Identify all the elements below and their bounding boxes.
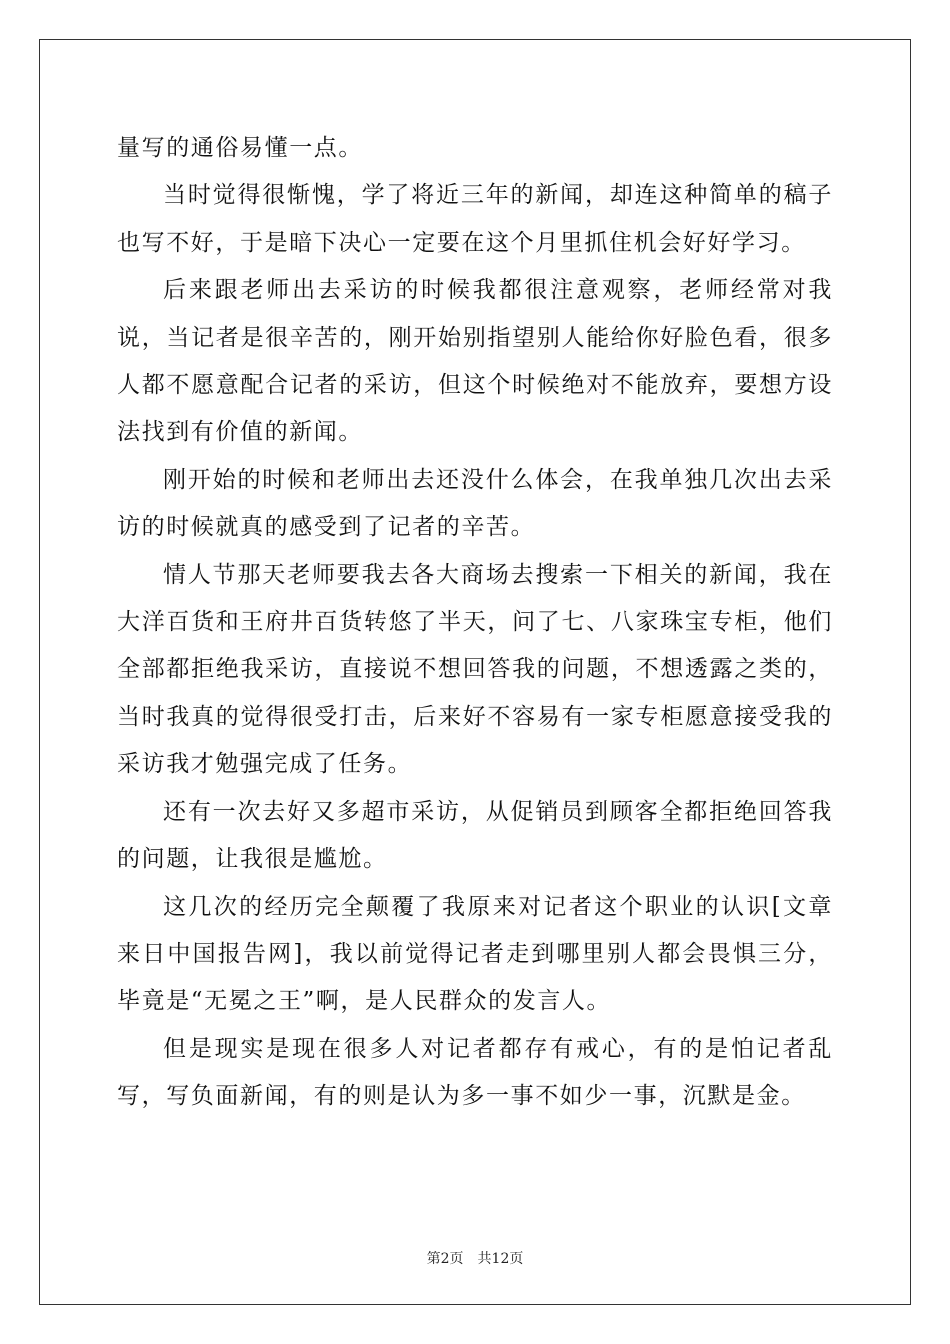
page-number: 第2页 <box>426 1251 464 1267</box>
paragraph: 情人节那天老师要我去各大商场去搜索一下相关的新闻，我在大洋百货和王府井百货转悠了半天，问了七、八家珠宝专柜，他们全部都拒绝我采访，直接说不想回答我的问题，不想透露之类的，当时我真的觉得很受打击，后来好不容易有一家专柜愿意接受我的采访我才勉强完成了任务。 <box>117 561 833 778</box>
page-footer <box>0 1248 950 1268</box>
page-total: 共12页 <box>477 1251 524 1267</box>
paragraph: 当时觉得很惭愧，学了将近三年的新闻，却连这种简单的稿子也写不好，于是暗下决心一定要在这个月里抓住机会好好学习。 <box>117 182 833 256</box>
paragraph-continuation: 量写的通俗易懂一点。 <box>117 135 363 161</box>
paragraph: 刚开始的时候和老师出去还没什么体会，在我单独几次出去采访的时候就真的感受到了记者的辛苦。 <box>117 466 833 541</box>
paragraph: 还有一次去好又多超市采访，从促销员到顾客全都拒绝回答我的问题，让我很是尴尬。 <box>117 798 833 873</box>
paragraph: 后来跟老师出去采访的时候我都很注意观察，老师经常对我说，当记者是很辛苦的，刚开始别指望别人能给你好脸色看，很多人都不愿意配合记者的采访，但这个时候绝对不能放弃，要想方设法找到有价值的新闻。 <box>117 277 833 446</box>
document-body <box>117 125 833 1121</box>
paragraph: 这几次的经历完全颠覆了我原来对记者这个职业的认识[文章来日中国报告网]，我以前觉得记者走到哪里别人都会畏惧三分，毕竟是“无冕之王”啊，是人民群众的发言人。 <box>117 893 833 1015</box>
paragraph: 但是现实是现在很多人对记者都存有戒心，有的是怕记者乱写，写负面新闻，有的则是认为多一事不如少一事，沉默是金。 <box>117 1035 833 1110</box>
